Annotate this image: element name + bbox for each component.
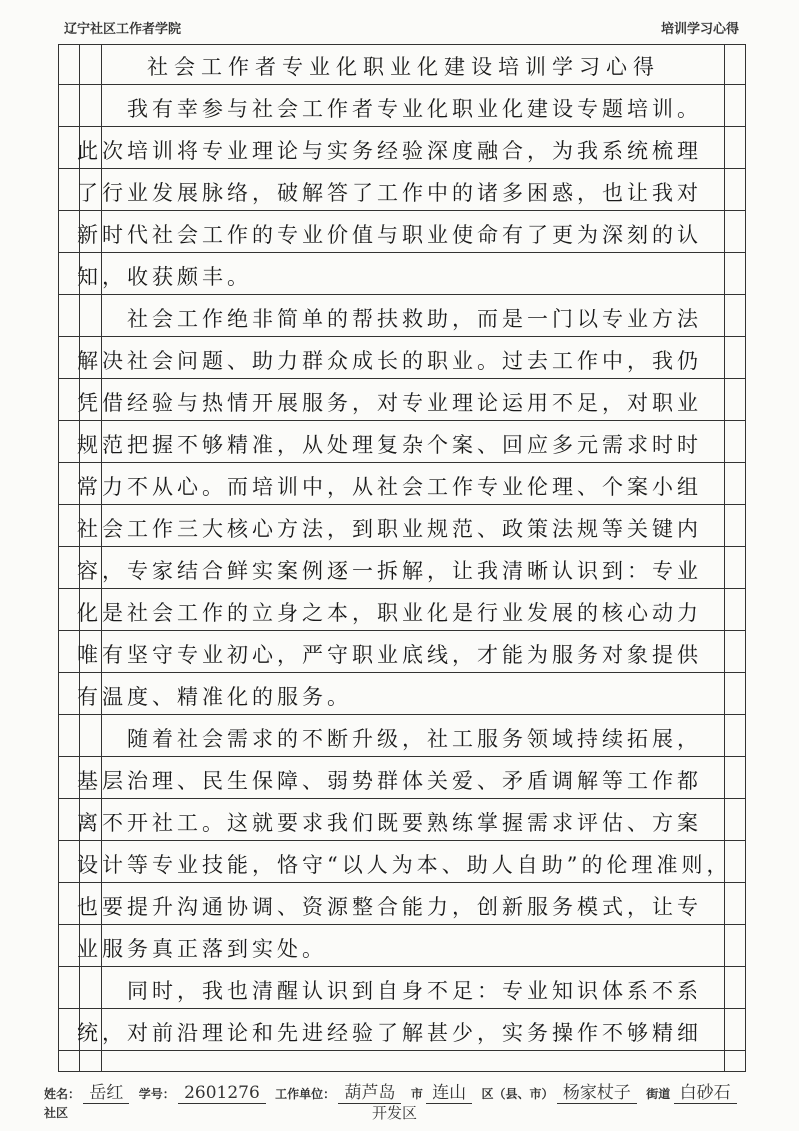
essay-line: 随着社会需求的不断升级，社工服务领域持续拓展， xyxy=(59,720,745,757)
essay-line: 规范把握不够精准，从处理复杂个案、回应多元需求时时 xyxy=(59,426,745,463)
essay-line: 了行业发展脉络，破解答了工作中的诸多困惑，也让我对 xyxy=(59,174,745,211)
essay-line: 知，收获颇丰。 xyxy=(59,258,745,295)
city-value: 葫芦岛 xyxy=(338,1078,401,1104)
essay-title: 社会工作者专业化职业化建设培训学习心得 xyxy=(59,48,745,85)
essay-line: 化是社会工作的立身之本，职业化是行业发展的核心动力 xyxy=(59,594,745,631)
signature-footer xyxy=(44,1078,764,1121)
essay-line: 有温度、精准化的服务。 xyxy=(59,678,745,715)
county-continuation: 开发区 xyxy=(372,1104,418,1122)
county-suffix: 区（县、市） xyxy=(481,1087,554,1101)
essay-line: 社会工作绝非简单的帮扶救助，而是一门以专业方法 xyxy=(59,300,745,337)
essay-line: 新时代社会工作的专业价值与职业使命有了更为深刻的认 xyxy=(59,216,745,253)
essay-line: 唯有坚守专业初心，严守职业底线，才能为服务对象提供 xyxy=(59,636,745,673)
name-label: 姓名： xyxy=(44,1087,81,1101)
street-value: 杨家杖子 xyxy=(557,1078,637,1104)
essay-line: 基层治理、民生保障、弱势群体关爱、矛盾调解等工作都 xyxy=(59,762,745,799)
county-value: 连山 xyxy=(426,1078,472,1104)
community-suffix: 社区 xyxy=(44,1106,69,1120)
community-value: 白砂石 xyxy=(674,1078,737,1104)
essay-line: 解决社会问题、助力群众成长的职业。过去工作中，我仍 xyxy=(59,342,745,379)
name-value: 岳红 xyxy=(83,1078,129,1104)
student-id-label: 学号： xyxy=(138,1087,175,1101)
header-doc-type: 培训学习心得 xyxy=(660,22,739,37)
essay-line: 我有幸参与社会工作者专业化职业化建设专题培训。 xyxy=(59,90,745,127)
student-id-value: 2601276 xyxy=(178,1083,266,1104)
lined-writing-sheet xyxy=(58,44,746,1072)
essay-line: 此次培训将专业理论与实务经验深度融合，为我系统梳理 xyxy=(59,132,745,169)
essay-line: 离不开社工。这就要求我们既要熟练掌握需求评估、方案 xyxy=(59,804,745,841)
essay-line: 容，专家结合鲜实案例逐一拆解，让我清晰认识到：专业 xyxy=(59,552,745,589)
header-institution: 辽宁社区工作者学院 xyxy=(64,22,182,37)
essay-line: 常力不从心。而培训中，从社会工作专业伦理、个案小组 xyxy=(59,468,745,505)
unit-label: 工作单位： xyxy=(275,1087,336,1101)
essay-line: 也要提升沟通协调、资源整合能力，创新服务模式，让专 xyxy=(59,888,745,925)
essay-line: 凭借经验与热情开展服务，对专业理论运用不足，对职业 xyxy=(59,384,745,421)
essay-line: 统，对前沿理论和先进经验了解甚少，实务操作不够精细 xyxy=(59,1014,745,1051)
essay-line: 设计等专业技能，恪守“以人为本、助人自助”的伦理准则， xyxy=(59,846,745,883)
city-suffix: 市 xyxy=(410,1087,423,1101)
street-suffix: 街道 xyxy=(646,1087,671,1101)
essay-line: 同时，我也清醒认识到自身不足：专业知识体系不系 xyxy=(59,972,745,1009)
essay-line: 社会工作三大核心方法，到职业规范、政策法规等关键内 xyxy=(59,510,745,547)
essay-line: 业服务真正落到实处。 xyxy=(59,930,745,967)
